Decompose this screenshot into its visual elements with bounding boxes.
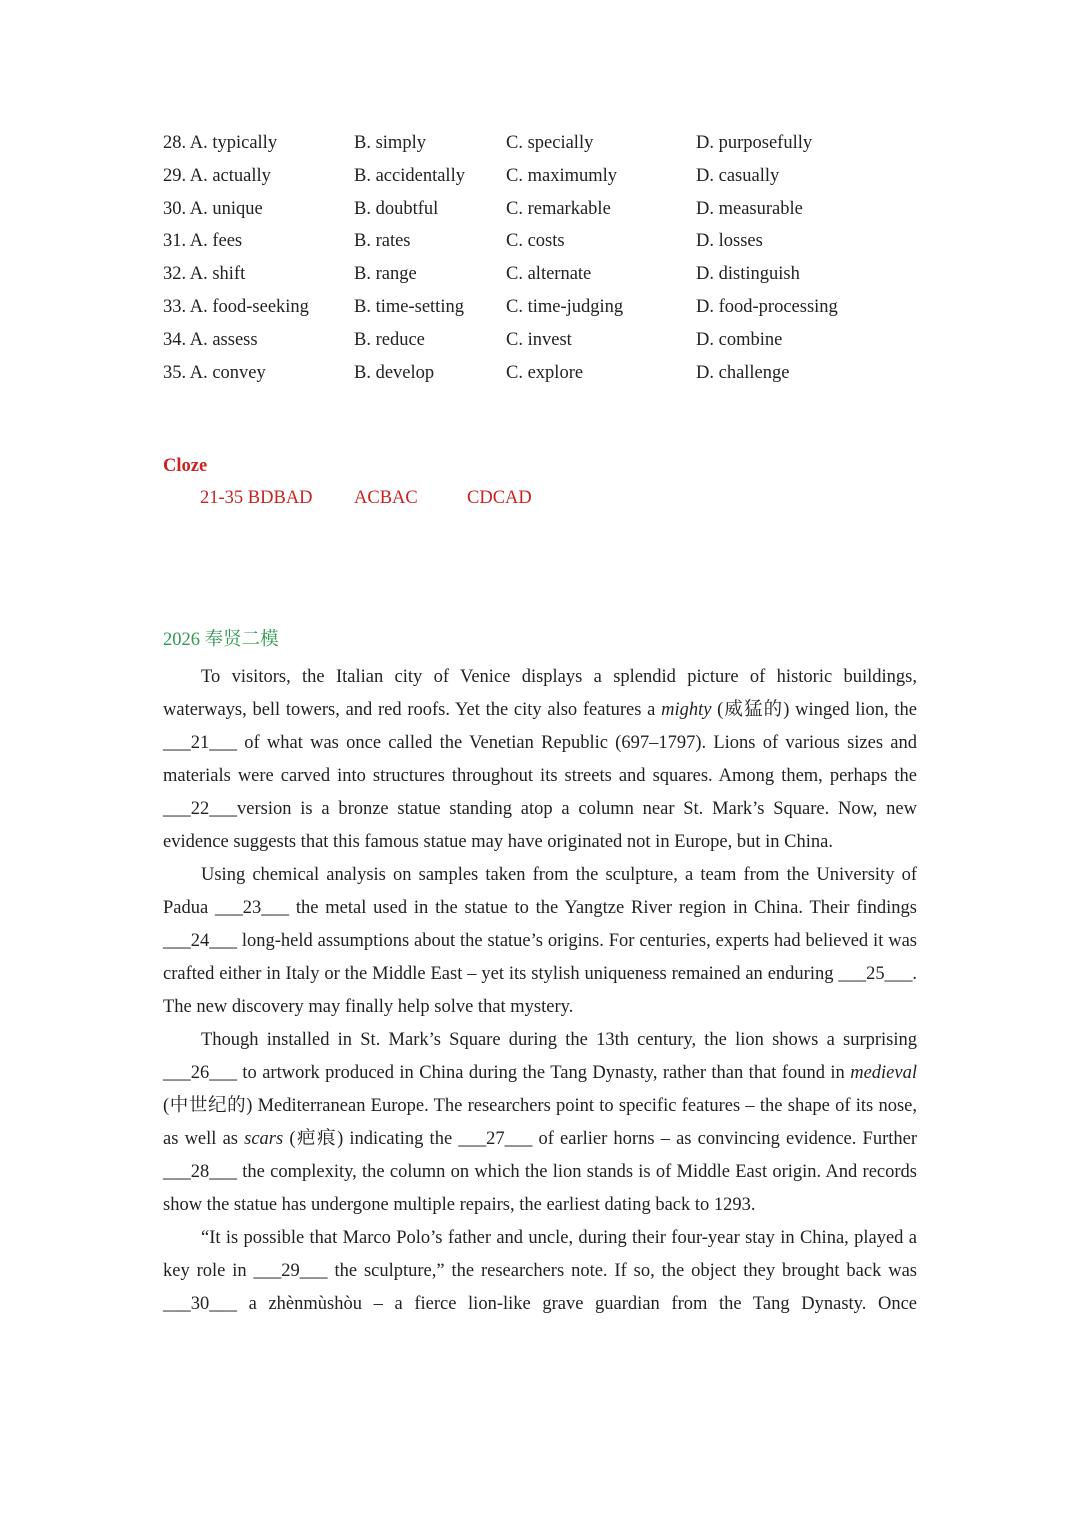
paragraph-text: (威猛的) winged lion, the ___21___ of what was once called the Venetian Republic (697–1797). Lions of various sizes and materials were carved into structures throughout its streets and squares. Among them, perhaps the ___22___version is a bronze statue standing atop a column near St. Mark’s Square. Now, new evidence suggests that this famous statue may have originated not in Europe, but in China. (163, 700, 917, 852)
glossed-word: scars (244, 1129, 284, 1149)
source-label: 2026 奉贤二模 (163, 630, 279, 650)
option-a: 34. A. assess (163, 329, 258, 350)
answer-options (163, 127, 923, 389)
option-row-29 (163, 160, 923, 193)
option-d: D. measurable (696, 198, 803, 219)
glossed-word: medieval (850, 1063, 917, 1083)
glossed-word: mighty (661, 700, 712, 720)
option-b: B. accidentally (354, 165, 465, 186)
paragraph-2: Using chemical analysis on samples taken from the sculpture, a team from the University of Padua ___23___ the metal used in the statue to the Yangtze River region in China. Their findings ___24___ long-held assumptions about the statue’s origins. For centuries, experts had believed it was crafted either in Italy or the Middle East – yet its stylish uniqueness remained an enduring ___25___. The new discovery may finally help solve that mystery. (163, 865, 917, 1017)
paragraph-text: To visitors, the Italian city of Venice displays a splendid picture of historic buildings, waterways, bell towers, and red roofs. Yet the city also features a (163, 667, 917, 720)
option-row-32 (163, 258, 923, 291)
option-b: B. rates (354, 231, 411, 252)
paragraph-1 (163, 661, 917, 859)
cloze-heading: Cloze (163, 456, 208, 476)
option-d: D. food-processing (696, 296, 838, 317)
option-row-30 (163, 193, 923, 226)
answer-group-3: CDCAD (467, 488, 532, 508)
option-d: D. losses (696, 231, 763, 252)
paragraph-text: (中世纪的) Mediterranean Europe. The researchers point to specific features – the shape of its nose, as well as (163, 1096, 917, 1149)
option-b: B. reduce (354, 329, 425, 350)
paragraph-4: “It is possible that Marco Polo’s father and uncle, during their four-year stay in China, played a key role in ___29___ the sculpture,” the researchers note. If so, the object they brought back was ___30___ a zhènmùshòu – a fierce lion-like grave guardian from the Tang Dynasty. Once (163, 1228, 917, 1314)
option-b: B. range (354, 264, 417, 285)
option-a: 28. A. typically (163, 133, 278, 153)
paragraph-3 (163, 1024, 917, 1222)
option-d: D. distinguish (696, 264, 800, 285)
option-c: C. specially (506, 133, 594, 153)
option-a: 29. A. actually (163, 165, 271, 186)
paragraph-text: (疤痕) indicating the ___27___ of earlier horns – as convincing evidence. Further ___28___ the complexity, the column on which the lion stands is of Middle East origin. And records show the statue has undergone multiple repairs, the earliest dating back to 1293. (163, 1129, 917, 1215)
option-c: C. invest (506, 329, 572, 350)
option-d: D. casually (696, 165, 780, 186)
option-c: C. costs (506, 231, 565, 252)
option-a: 31. A. fees (163, 231, 243, 252)
option-c: C. remarkable (506, 198, 611, 219)
option-row-28 (163, 127, 923, 160)
option-c: C. time-judging (506, 296, 624, 317)
option-c: C. alternate (506, 264, 592, 285)
option-a: 32. A. shift (163, 264, 246, 285)
option-a: 30. A. unique (163, 198, 263, 219)
option-b: B. doubtful (354, 198, 439, 219)
option-d: D. combine (696, 329, 783, 350)
option-row-35 (163, 357, 923, 390)
option-c: C. maximumly (506, 165, 617, 186)
option-d: D. challenge (696, 362, 790, 383)
option-c: C. explore (506, 362, 584, 383)
option-a: 33. A. food-seeking (163, 296, 309, 317)
answer-group-2: ACBAC (354, 488, 418, 508)
option-row-31 (163, 225, 923, 258)
option-b: B. time-setting (354, 296, 464, 317)
passage (163, 661, 917, 1321)
answer-group-1: 21-35 BDBAD (200, 488, 313, 508)
option-d: D. purposefully (696, 133, 813, 153)
paragraph-text: Though installed in St. Mark’s Square during the 13th century, the lion shows a surprising ___26___ to artwork produced in China during the Tang Dynasty, rather than that found in (163, 1030, 917, 1083)
option-b: B. simply (354, 133, 426, 153)
option-a: 35. A. convey (163, 362, 266, 383)
option-row-33 (163, 291, 923, 324)
option-b: B. develop (354, 362, 435, 383)
option-row-34 (163, 324, 923, 357)
